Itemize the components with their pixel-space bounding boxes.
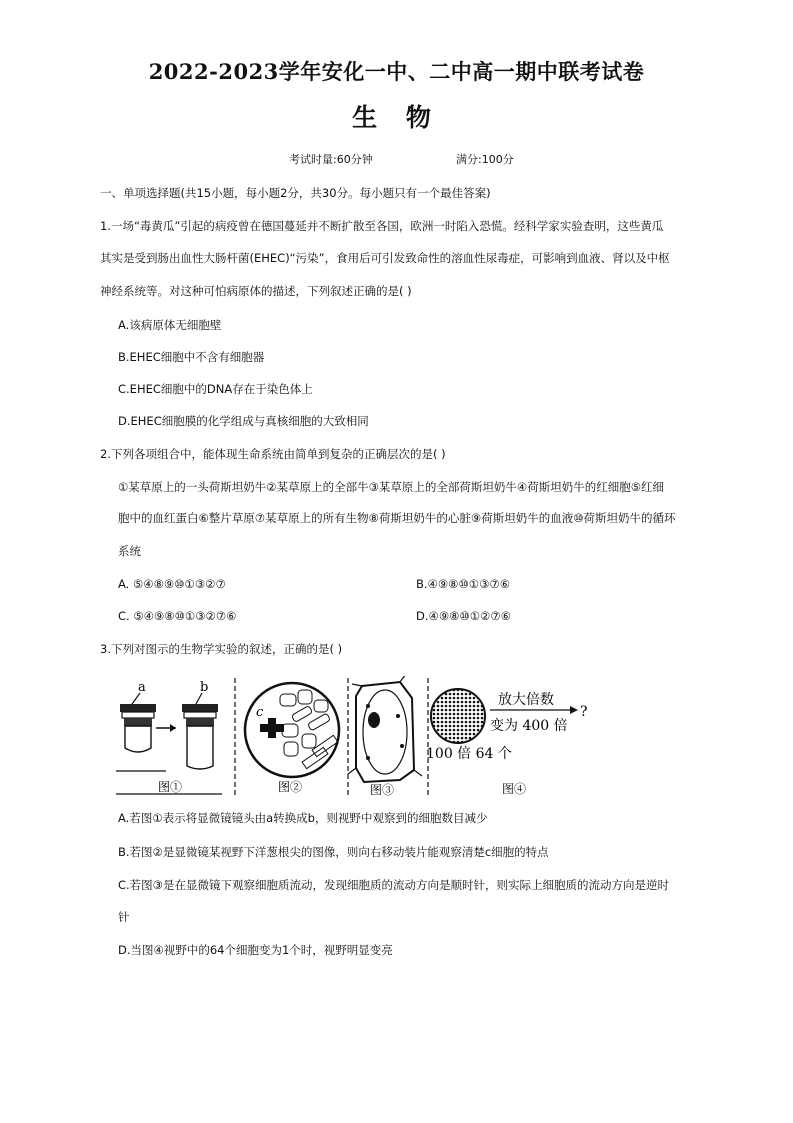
q3-option-a: A.若图①表示将显微镜镜头由a转换成b，则视野中观察到的细胞数目减少: [118, 811, 488, 825]
q3-stem: 3.下列对图示的生物学实验的叙述，正确的是( ): [100, 642, 343, 656]
q3-option-b: B.若图②是显微镜某视野下洋葱根尖的图像，则向右移动装片能观察清楚c细胞的特点: [118, 845, 549, 859]
q1-option-b: B.EHEC细胞中不含有细胞器: [118, 350, 265, 364]
label-c: c: [256, 705, 264, 720]
q2-items-line1: ①某草原上的一头荷斯坦奶牛②某草原上的全部牛③某草原上的全部荷斯坦奶牛④荷斯坦奶牛的红细胞⑤红细: [118, 480, 665, 494]
count-label: 100 倍 64 个: [426, 746, 512, 762]
q2-option-a: A. ⑤④⑧⑨⑩①③②⑦: [118, 577, 226, 591]
q1-option-c: C.EHEC细胞中的DNA存在于染色体上: [118, 382, 313, 396]
exam-time: 考试时量:60分钟: [289, 153, 373, 166]
label-b: b: [200, 680, 209, 695]
fig3-caption: 图③: [370, 783, 395, 797]
q3-option-c-line1: C.若图③是在显微镜下观察细胞质流动，发现细胞质的流动方向是顺时针，则实际上细胞质的流动方向是逆时: [118, 878, 669, 892]
arrow-bottom-text: 变为 400 倍: [490, 718, 568, 734]
fig2-caption: 图②: [278, 780, 303, 794]
fig2-field: [245, 683, 339, 794]
arrow-top-text: 放大倍数: [498, 692, 554, 708]
q2-items-line2: 胞中的血红蛋白⑥整片草原⑦某草原上的所有生物⑧荷斯坦奶牛的心脏⑨荷斯坦奶牛的血液⑩荷斯坦奶牛的循环: [118, 511, 676, 525]
fig4-caption: 图④: [502, 782, 527, 796]
section-heading: 一、单项选择题(共15小题，每小题2分，共30分。每小题只有一个最佳答案): [100, 186, 491, 200]
full-score: 满分:100分: [456, 153, 514, 166]
q3-figure: [112, 676, 622, 800]
q2-option-d: D.④⑨⑧⑩①②⑦⑥: [416, 609, 511, 623]
q1-option-d: D.EHEC细胞膜的化学组成与真核细胞的大致相同: [118, 414, 369, 428]
fig4-field: [426, 689, 588, 796]
q2-option-c: C. ⑤④⑨⑧⑩①③②⑦⑥: [118, 609, 237, 623]
q2-items-line3: 系统: [118, 544, 141, 558]
q1-option-a: A.该病原体无细胞壁: [118, 318, 222, 332]
fig1-caption: 图①: [158, 780, 183, 794]
exam-title: 2022-2023学年安化一中、二中高一期中联考试卷: [148, 59, 645, 84]
q2-stem: 2.下列各项组合中，能体现生命系统由简单到复杂的正确层次的是( ): [100, 447, 446, 461]
fig1-objectives: [116, 680, 222, 794]
q3-option-d: D.当图④视野中的64个细胞变为1个时，视野明显变亮: [118, 943, 393, 957]
q1-stem-line3: 神经系统等。对这种可怕病原体的描述，下列叙述正确的是( ): [100, 284, 412, 298]
question-mark: ?: [580, 704, 588, 720]
q1-stem-line2: 其实是受到肠出血性大肠杆菌(EHEC)“污染”，食用后可引发致命性的溶血性尿毒症，可影响到血液、肾以及中枢: [100, 251, 670, 265]
label-a: a: [138, 680, 146, 695]
q1-stem-line1: 1.一场“毒黄瓜”引起的病疫曾在德国蔓延并不断扩散至各国，欧洲一时陷入恐慌。经科学家实验查明，这些黄瓜: [100, 219, 664, 233]
subject-title: 生 物: [352, 103, 441, 132]
fig3-plant-cell: [348, 676, 422, 797]
q3-option-c-line2: 针: [118, 910, 130, 924]
q2-option-b: B.④⑨⑧⑩①③⑦⑥: [416, 577, 511, 591]
